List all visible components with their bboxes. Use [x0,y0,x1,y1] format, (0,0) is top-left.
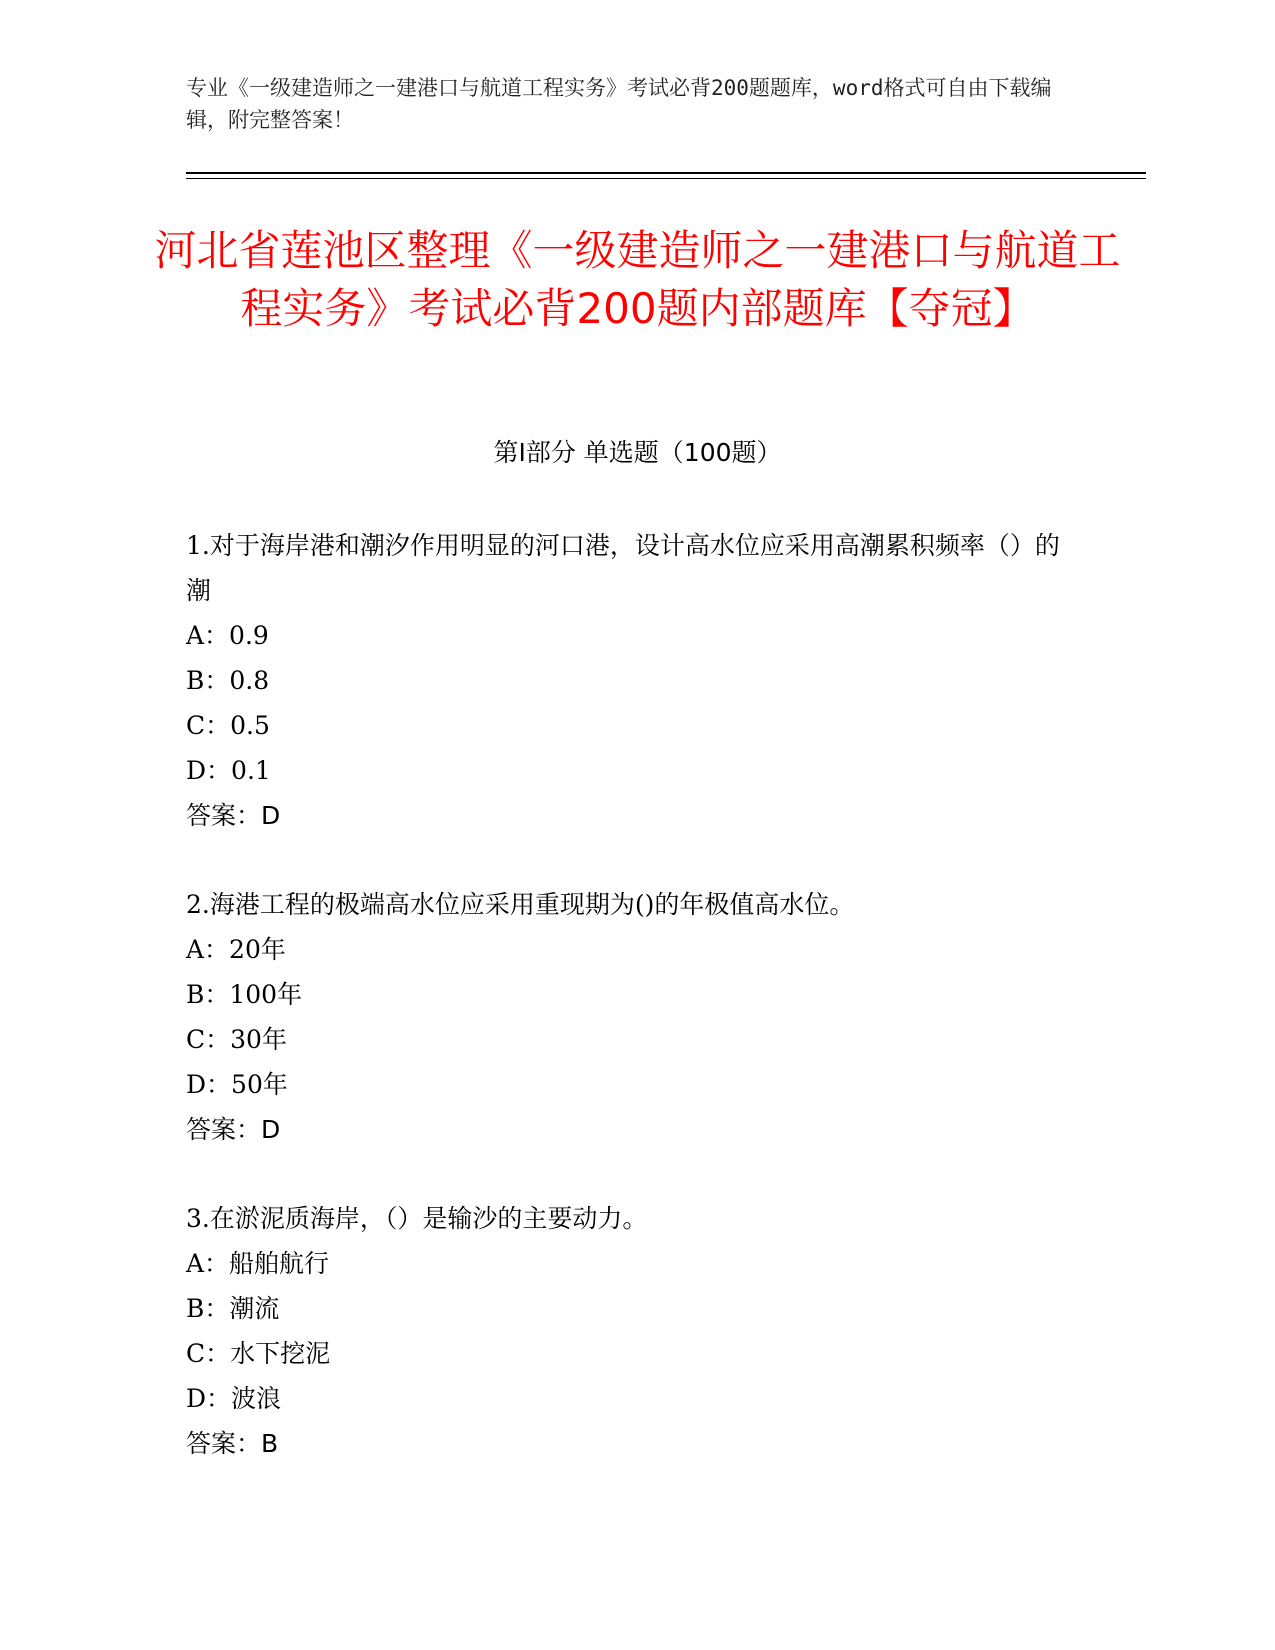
question-stem: 1.对于海岸港和潮汐作用明显的河口港，设计高水位应采用高潮累积频率（）的潮 [186,531,1060,605]
question-stem: 3.在淤泥质海岸，（）是输沙的主要动力。 [186,1204,648,1233]
question-1 [186,523,1066,838]
option-d: D：50年 [186,1070,288,1099]
header-divider-bottom [186,178,1146,179]
answer: 答案：D [186,1115,281,1144]
section-heading: 第Ⅰ部分 单选题（100题） [493,438,782,467]
option-a: A：0.9 [186,621,269,650]
option-d: D：波浪 [186,1384,282,1413]
question-2 [186,882,1066,1152]
question-3 [186,1196,1066,1466]
option-a: A：船舶航行 [186,1249,330,1278]
option-b: B：0.8 [186,666,270,695]
header-divider-top [186,172,1146,174]
answer: 答案：D [186,801,281,830]
header-note: 专业《一级建造师之一建港口与航道工程实务》考试必背200题题库，word格式可自由下载编辑，附完整答案！ [186,76,1052,132]
question-list [186,523,1066,1510]
option-b: B：潮流 [186,1294,280,1323]
option-d: D：0.1 [186,756,271,785]
option-c: C：0.5 [186,711,270,740]
document-title: 河北省莲池区整理《一级建造师之一建港口与航道工程实务》考试必背200题内部题库【夺冠】 [154,226,1121,333]
option-b: B：100年 [186,980,303,1009]
answer: 答案：B [186,1429,279,1458]
option-c: C：30年 [186,1025,287,1054]
option-a: A：20年 [186,935,286,964]
question-stem: 2.海港工程的极端高水位应采用重现期为()的年极值高水位。 [186,890,855,919]
option-c: C：水下挖泥 [186,1339,331,1368]
